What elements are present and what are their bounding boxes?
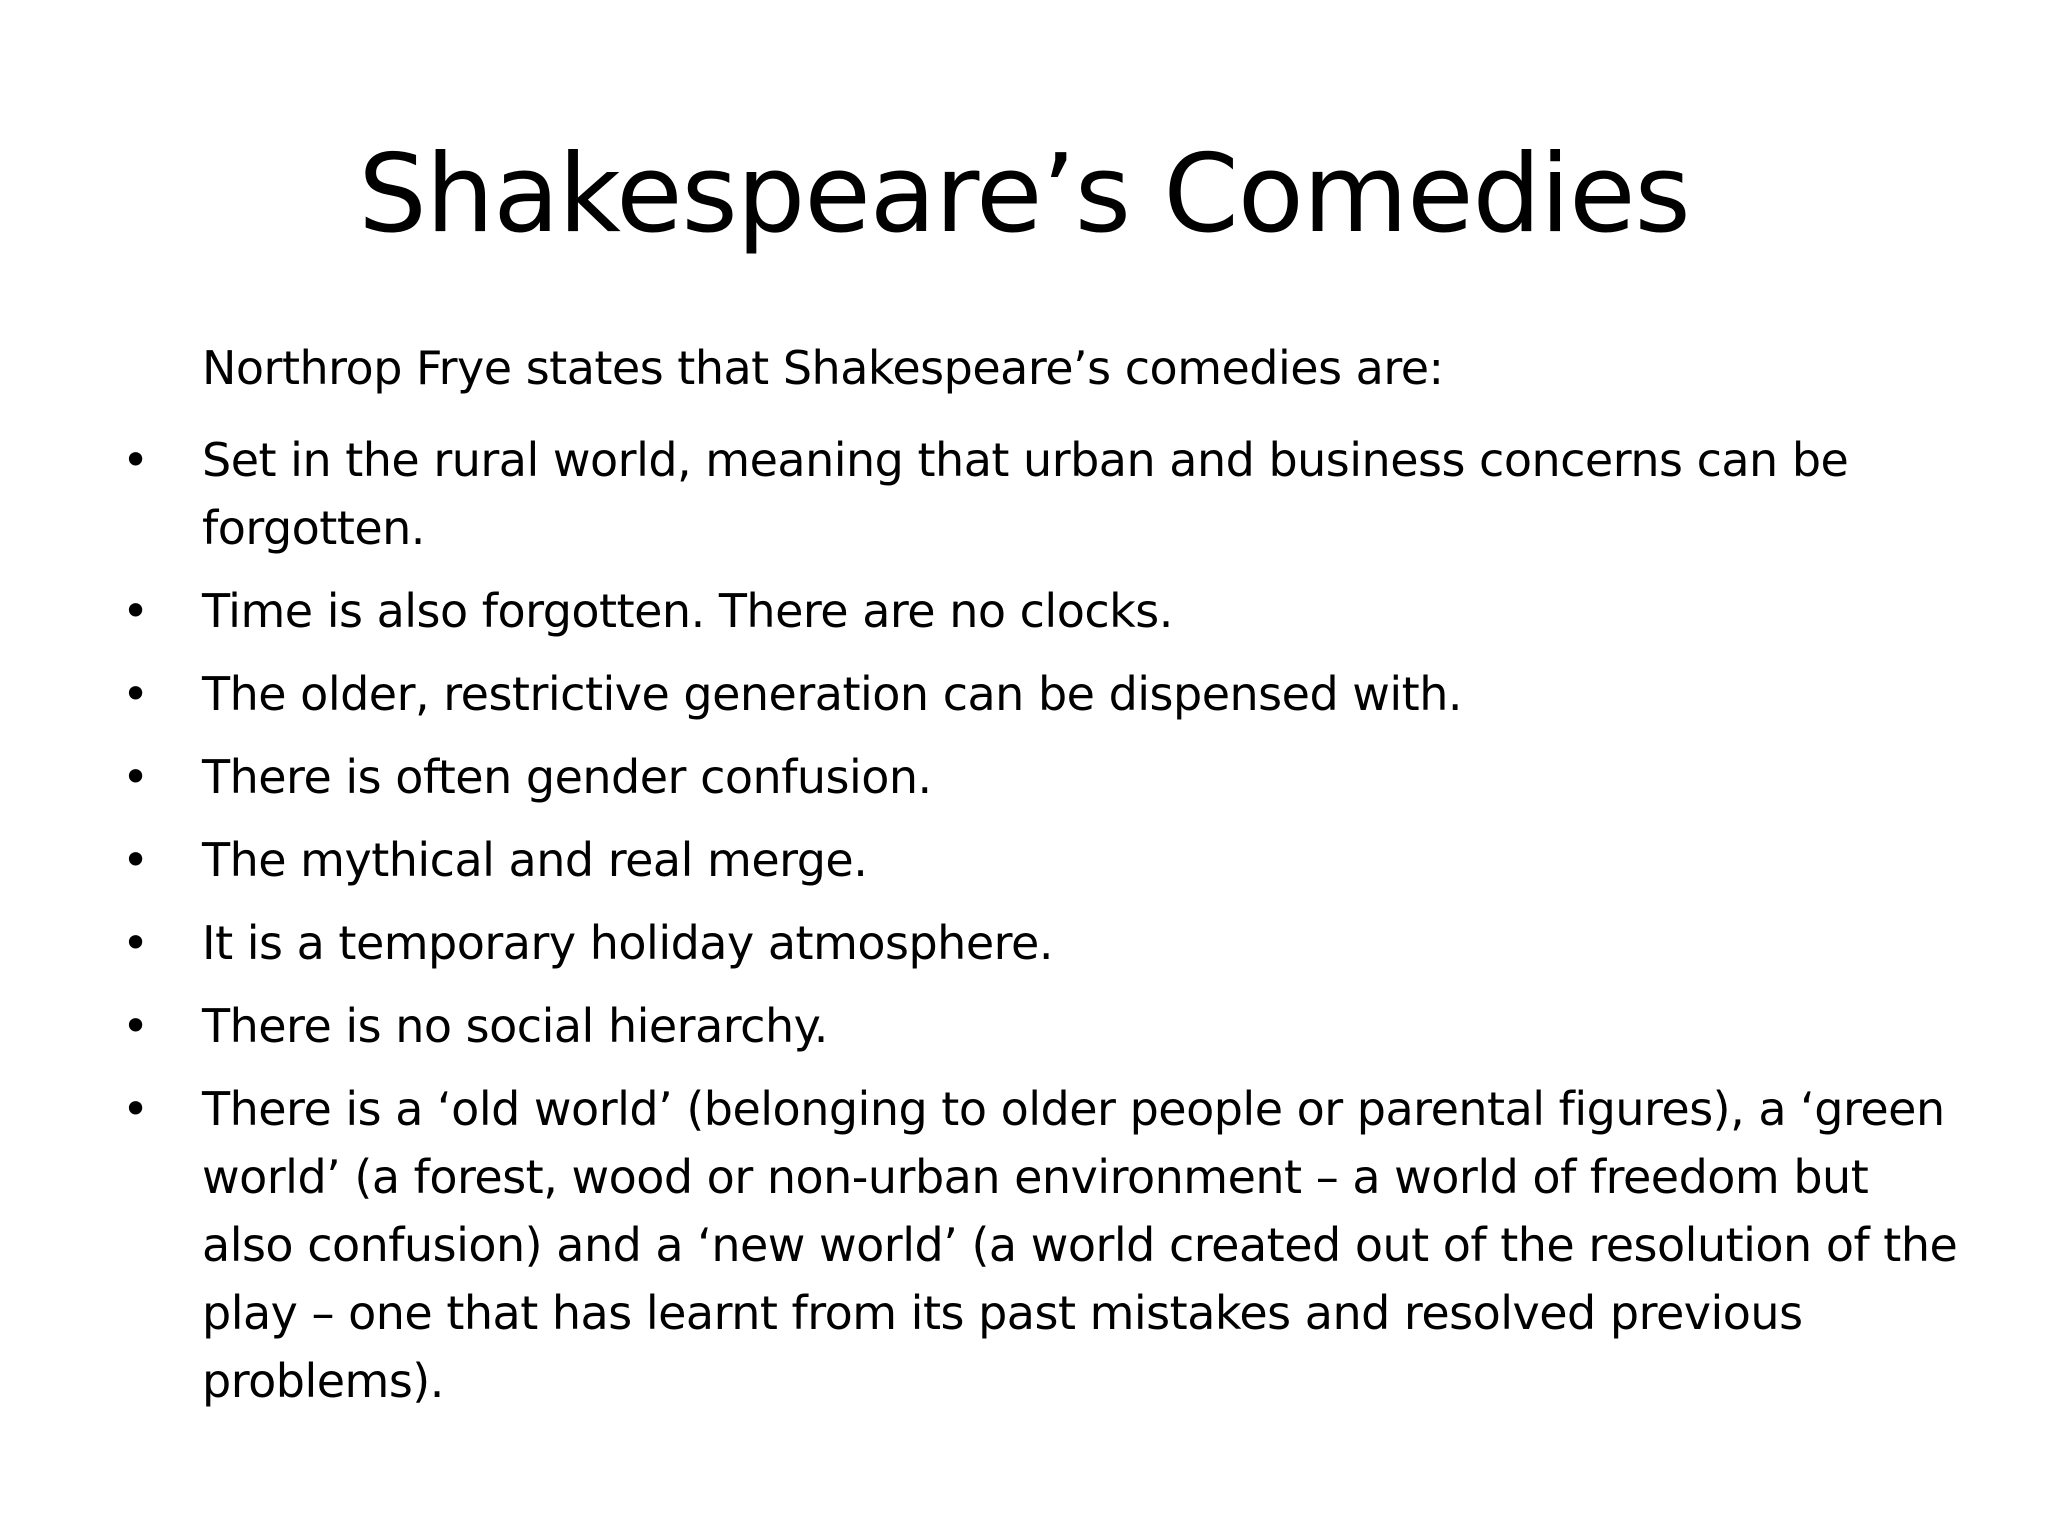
intro-text: Northrop Frye states that Shakespeare’s comedies are: — [202, 341, 1444, 395]
bullet-icon: • — [122, 999, 150, 1053]
bullet-icon: • — [122, 833, 150, 887]
bullet-text: The older, restrictive generation can be dispensed with. — [202, 667, 1462, 721]
bullet-icon: • — [122, 667, 150, 721]
bullet-list — [0, 426, 2048, 1430]
list-item — [0, 743, 2048, 811]
list-item — [0, 660, 2048, 728]
bullet-icon: • — [122, 916, 150, 970]
bullet-text: There is a ‘old world’ (belonging to older people or parental figures), a ‘green world’ (a forest, wood or non-urban environment – a world of freedom but also confusion) and a ‘new world’ (a world created out of the resolution of the play – one that has learnt from its past mistakes and resolved previous problems). — [202, 1082, 1958, 1408]
bullet-icon: • — [122, 1082, 150, 1136]
list-item — [0, 577, 2048, 645]
bullet-text: Time is also forgotten. There are no clocks. — [202, 584, 1173, 638]
bullet-icon: • — [122, 433, 150, 487]
bullet-text: Set in the rural world, meaning that urban and business concerns can be forgotten. — [202, 433, 1849, 555]
list-item — [0, 426, 2048, 562]
bullet-text: The mythical and real merge. — [202, 833, 868, 887]
bullet-icon: • — [122, 584, 150, 638]
bullet-text: It is a temporary holiday atmosphere. — [202, 916, 1053, 970]
list-item — [0, 826, 2048, 894]
bullet-text: There is no social hierarchy. — [202, 999, 828, 1053]
bullet-icon: • — [122, 750, 150, 804]
list-item — [0, 992, 2048, 1060]
bullet-text: There is often gender confusion. — [202, 750, 932, 804]
list-item — [0, 909, 2048, 977]
slide-title: Shakespeare’s Comedies — [358, 132, 1690, 257]
list-item — [0, 1075, 2048, 1415]
